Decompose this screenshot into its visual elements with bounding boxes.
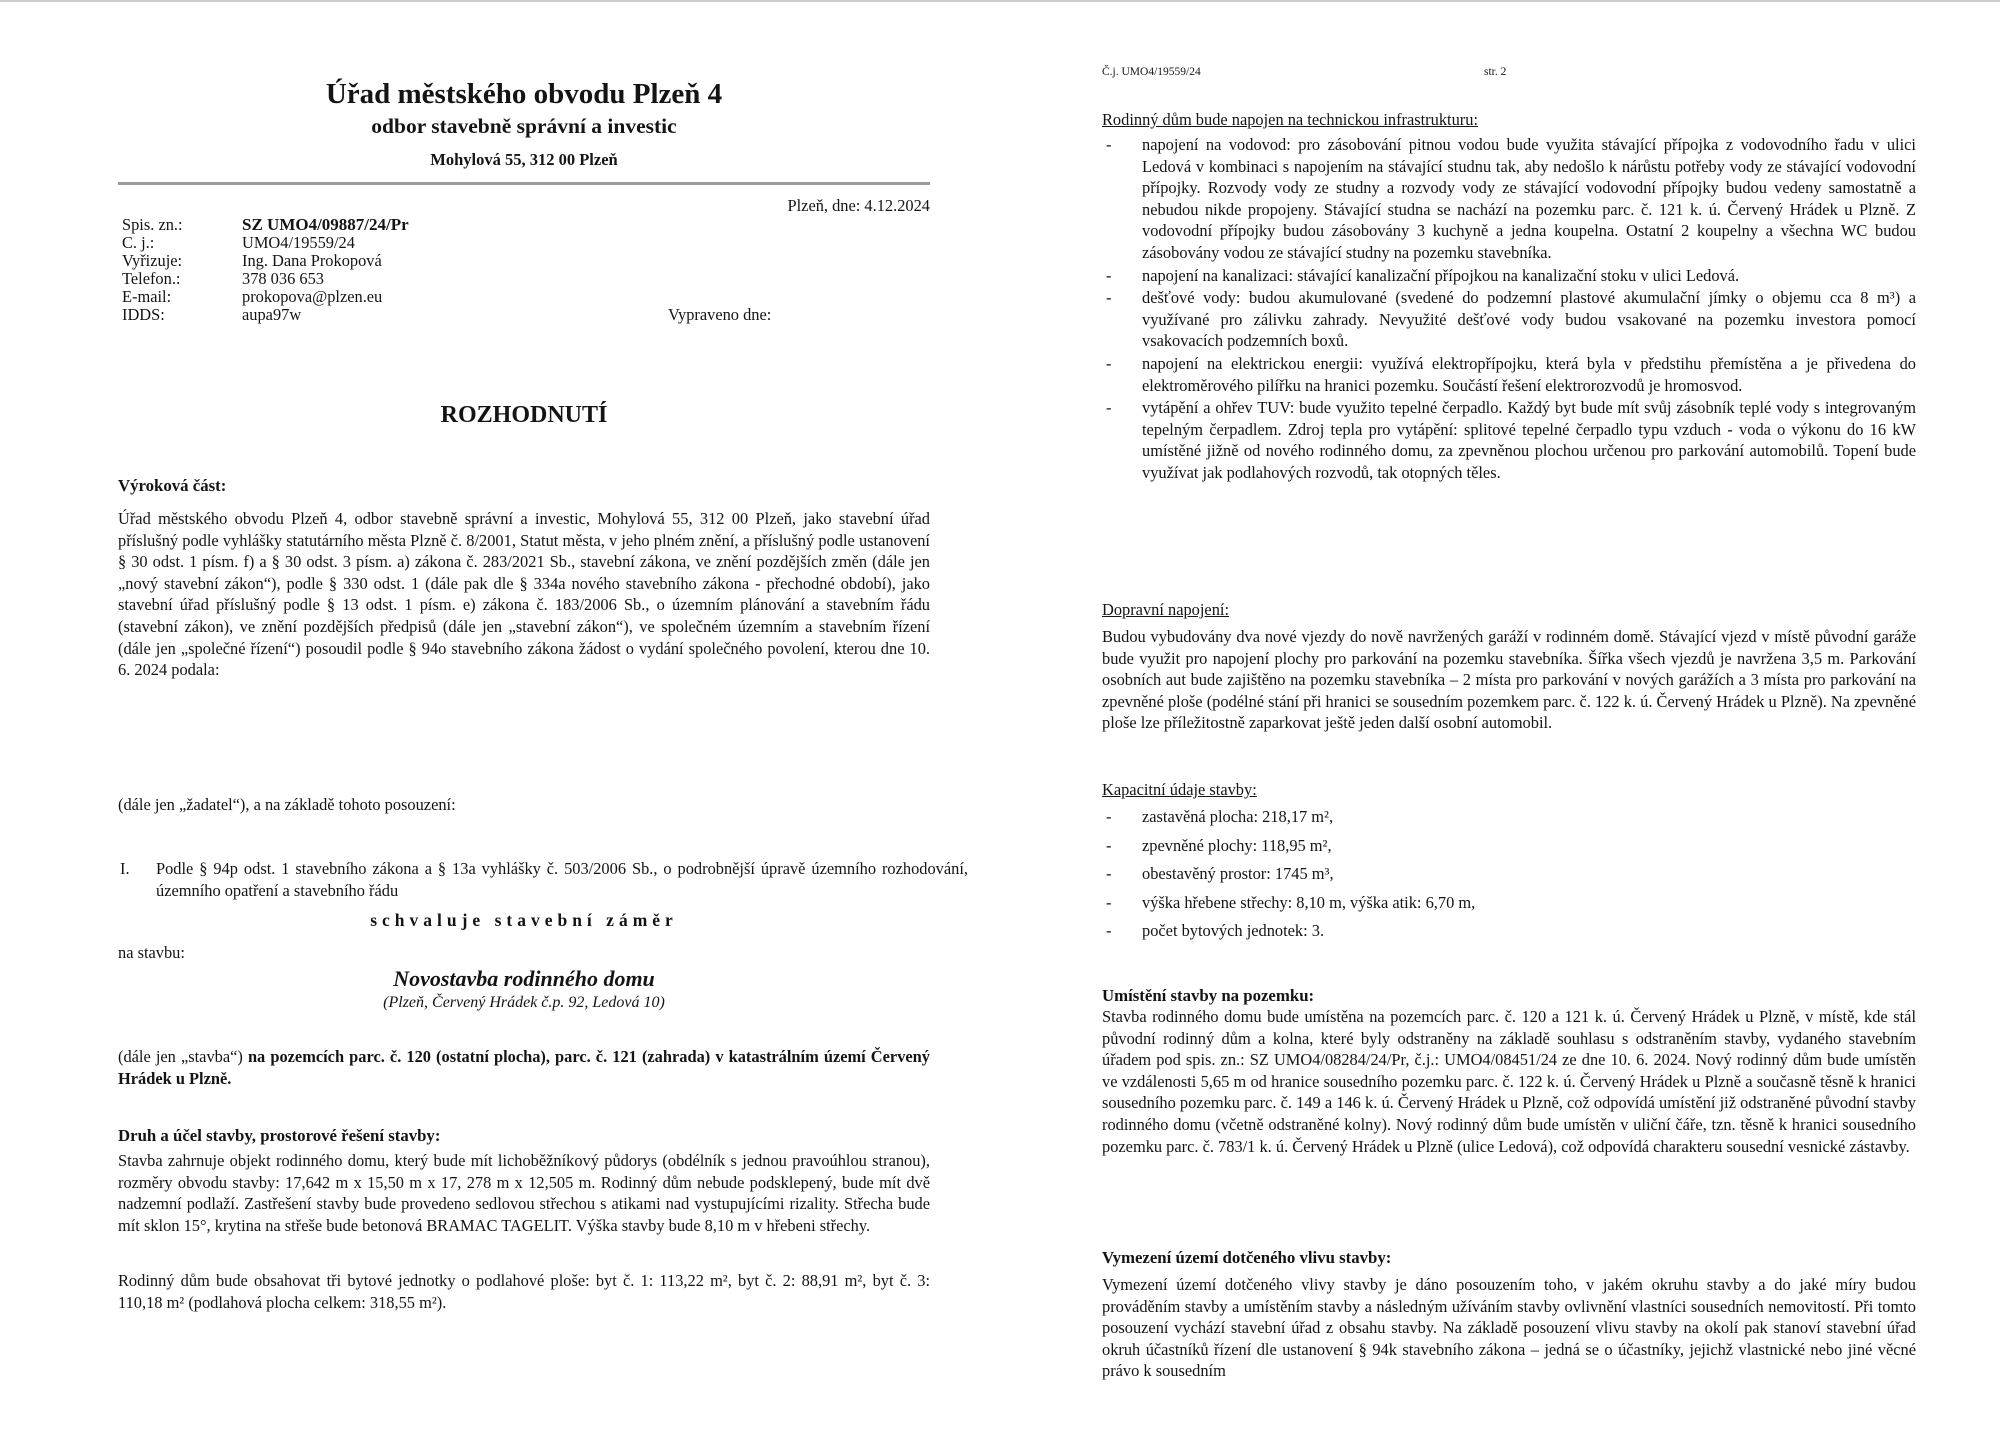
capacity-list-wrap [1102,806,1916,949]
section-heading: Rodinný dům bude napojen na technickou infrastrukturu: [1102,110,1478,129]
reference-value: SZ UMO4/09887/24/Pr [242,215,409,234]
reference-row [118,252,930,270]
date-line: Plzeň, dne: 4.12.2024 [787,196,930,215]
reference-label: Vyřizuje: [122,251,183,270]
applicant-paragraph: (dále jen „žadatel“), a na základě tohoto posouzení: [118,795,456,814]
flats-paragraph: Rodinný dům bude obsahovat tři bytové jednotky o podlahové ploše: byt č. 1: 113,22 m², byt č. 2: 88,91 m², byt č. 3: 110,18 m² (podlahová plocha celkem: 318,55 m²). [118,1271,930,1312]
section-heading: Výroková část: [118,476,227,495]
placement-paragraph: Stavba rodinného domu bude umístěna na pozemcích parc. č. 120 a 121 k. ú. Červený Hrádek u Plzně, v místě, kde stál původní rodinný dům a kolna, které byly odstraněny na základě souhlasu s odstraněním stavby, vydaného stavebním úřadem pod spis. zn.: SZ UMO4/08284/24/Pr, č.j.: UMO4/08451/24 ze dne 10. 6. 2024. Nový rodinný dům bude umístěn ve vzdálenosti 5,65 m od hranice sousedního pozemku parc. č. 122 k. ú. Červený Hrádek u Plzně a současně těsně k hranici sousedního pozemku parc. č. 149 a 146 k. ú. Červený Hrádek u Plzně, což odpovídá umístění již odstraněné původní stavby rodinného domu (včetně odstraněné kolny). Nový rodinný dům bude umístěn v uliční čáře, tzn. těsně k hranici sousedního pozemku parc. č. 783/1 k. ú. Červený Hrádek u Plzně (ulice Ledová), což odpovídá charakteru sousední vesnické zástavby. [1102,1007,1916,1156]
list-item: - výška hřebene střechy: 8,10 m, výška atik: 6,70 m, [1102,892,1916,914]
office-title: Úřad městského obvodu Plzeň 4 [325,78,723,110]
section-heading: Umístění stavby na pozemku: [1102,986,1315,1005]
list-item: - obestavěný prostor: 1745 m³, [1102,863,1916,885]
approval-statement: schvaluje stavební záměr [370,910,678,930]
page-reference: Č.j. UMO4/19559/24 [1102,66,1201,78]
transport-paragraph: Budou vybudovány dva nové vjezdy do nově navržených garáží v rodinném domě. Stávající vjezd v místě původní garáže bude využit pro napojení plochy pro parkování na pozemku stavebníka. Šířka všech vjezdů je navržena 3,5 m. Parkování osobních aut bude zajištěno na pozemku stavebníka – 2 místa pro parkování v nových garážích a 3 místa pro parkování na zpevněné ploše (podélné stání při hranici se sousedním pozemkem parc. č. 122 k. ú. Červený Hrádek u Plzně). Na zpevněné ploše lze příležitostně zaparkovat ještě jeden další osobní automobil. [1102,627,1916,733]
reference-value: UMO4/19559/24 [242,233,355,252]
capacity-list [1102,806,1916,942]
dispatch-date-label: Vypraveno dne: [668,305,772,324]
section-heading: Vymezení území dotčeného vlivu stavby: [1102,1248,1392,1267]
reference-row [118,288,930,306]
list-item: - vytápění a ohřev TUV: bude využito tepelné čerpadlo. Každý byt bude mít svůj zásobník teplé vody s integrovaným tepelným čerpadlem. Zdroj tepla pro vytápění: splitové tepelné čerpadlo typu vzduch - voda o výkonu do 16 kW umístěné jižně od nového rodinného domu, za zpevněnou plochou určenou pro parkování automobilů. Topení bude využívat jak podlahových rozvodů, tak otopných těles. [1102,397,1916,483]
reference-row [118,234,930,252]
page-number: str. 2 [1484,66,1507,78]
plots-bold: na pozemcích parc. č. 120 (ostatní plocha), parc. č. 121 (zahrada) v katastrálním území Červený Hrádek u Plzně. [118,1047,930,1088]
list-item: - napojení na elektrickou energii: využívá elektropřípojku, která byla v předstihu přemístěna a je přivedena do elektroměrového pilířku na hranici pozemku. Součástí řešení elektrorozvodů je hromosvod. [1102,353,1916,396]
office-address: Mohylová 55, 312 00 Plzeň [430,150,618,169]
list-item: - zpevněné plochy: 118,95 m², [1102,835,1916,857]
list-item: - napojení na kanalizaci: stávající kanalizační přípojkou na kanalizační stoku v ulici Ledová. [1102,265,1916,287]
list-item: - zastavěná plocha: 218,17 m², [1102,806,1916,828]
point-number: I. [120,859,130,878]
reference-label: Spis. zn.: [122,215,183,234]
section-heading: Dopravní napojení: [1102,600,1229,619]
header-rule [118,182,930,185]
reference-label: Telefon.: [122,269,181,288]
reference-value: aupa97w [242,305,302,324]
reference-label: E-mail: [122,287,172,306]
reference-row [118,270,930,288]
reference-value: prokopova@plzen.eu [242,287,383,306]
construction-location: (Plzeň, Červený Hrádek č.p. 92, Ledová 10) [383,994,665,1011]
reference-value: Ing. Dana Prokopová [242,251,382,270]
list-item: - počet bytových jednotek: 3. [1102,920,1916,942]
type-purpose-paragraph: Stavba zahrnuje objekt rodinného domu, který bude mít lichoběžníkový půdorys (obdélník s jednou pravoúhlou stranou), rozměry obvodu stavby: 17,642 m x 15,50 m x 17, 278 m x 12,505 m. Rodinný dům nebude podsklepený, bude mít dvě nadzemní podlaží. Zastřešení stavby bude provedeno sedlovou střechou s atikami nad vystupujícími rizality. Střecha bude mít sklon 15°, krytina na střeše bude betonová BRAMAC TAGELIT. Výška stavby bude 8,10 m v hřebeni střechy. [118,1151,930,1235]
document-title: ROZHODNUTÍ [440,402,608,428]
vyrok-paragraph: Úřad městského obvodu Plzeň 4, odbor stavebně správní a investic, Mohylová 55, 312 00 Plzeň, jako stavební úřad příslušný podle vyhlášky statutárního města Plzně č. 8/2001, Statut města, v jeho plném znění, a příslušný podle ustanovení § 30 odst. 1 písm. f) a § 30 odst. 3 písm. a) zákona č. 283/2021 Sb., stavební zákona, ve znění pozdějších změn (dále jen „nový stavební zákon“), podle § 330 odst. 1 (dále pak dle § 334a nového stavebního zákona - přechodné období), jako stavební úřad příslušný podle § 13 odst. 1 písm. e) zákona č. 183/2006 Sb., o územním plánování a stavebním řádu (stavební zákon), ve znění pozdějších předpisů (dále jen „stavební zákon“), ve společném územním a stavebním řízení (dále jen „společné řízení“) posoudil podle § 94o stavebního zákona žádost o vydání společného povolení, kterou dne 10. 6. 2024 podala: [118,509,930,680]
section-heading: Kapacitní údaje stavby: [1102,780,1257,799]
affected-area-paragraph: Vymezení území dotčeného vlivy stavby je dáno posouzením toho, v jakém okruhu stavby a do jaké míry budou prováděním stavby a umístěním stavby a následným užíváním stavby ovlivnění vlastníci sousedních nemovitostí. Při tomto posouzení vychází stavební úřad z obsahu stavby. Na základě posouzení vlivu stavby na okolí pak stanoví stavební úřad okruh účastníků řízení dle ustanovení § 94k stavebního zákona – jedná se o účastníky, jejichž vlastnické nebo jiné věcné právo k sousedním [1102,1275,1916,1381]
list-item: - napojení na vodovod: pro zásobování pitnou vodou bude využita stávající přípojka z vodovodního řadu v ulici Ledová v kombinaci s napojením na stávající studnu tak, aby nedošlo k nárůstu potřeby vody ze stávající vodovodní přípojky. Rozvody vody ze studny a rozvody vody ze stávající vodovodní přípojky budou vedeny samostatně a nebudou nikde propojeny. Stávající studna se nachází na pozemku parc. č. 121 k. ú. Červený Hrádek u Plzně. Z vodovodní přípojky budou zásobovány 3 kuchyně a jedna koupelna. Ostatní 2 koupelny a všechna WC budou zásobovány vodou ze stávající studny na pozemku stavebníka. [1102,134,1916,264]
construction-label: na stavbu: [118,943,185,962]
reference-row [118,216,930,234]
reference-block [118,216,930,324]
section-heading: Druh a účel stavby, prostorové řešení stavby: [118,1126,441,1145]
list-item: - dešťové vody: budou akumulované (svedené do podzemní plastové akumulační jímky o objemu cca 8 m³) a využívané pro zálivku zahrady. Nevyužité dešťové vody budou vsakované na pozemku investora pomocí vsakovacích podzemních boxů. [1102,287,1916,352]
office-department: odbor stavebně správní a investic [371,114,677,138]
page-1 [118,0,968,1312]
plots-paragraph [118,1046,930,1089]
infrastructure-list-wrap [1102,134,1916,485]
point-one [118,858,968,901]
reference-value: 378 036 653 [242,269,324,288]
point-text: Podle § 94p odst. 1 stavebního zákona a § 13a vyhlášky č. 503/2006 Sb., o podrobnější úpravě územního rozhodování, územního opatření a stavebního řádu [156,859,968,900]
reference-label: IDDS: [122,305,165,324]
infrastructure-list [1102,134,1916,484]
construction-name: Novostavba rodinného domu [393,966,655,991]
reference-label: C. j.: [122,233,155,252]
reference-row [118,306,930,324]
plots-prefix: (dále jen „stavba“) [118,1047,248,1066]
